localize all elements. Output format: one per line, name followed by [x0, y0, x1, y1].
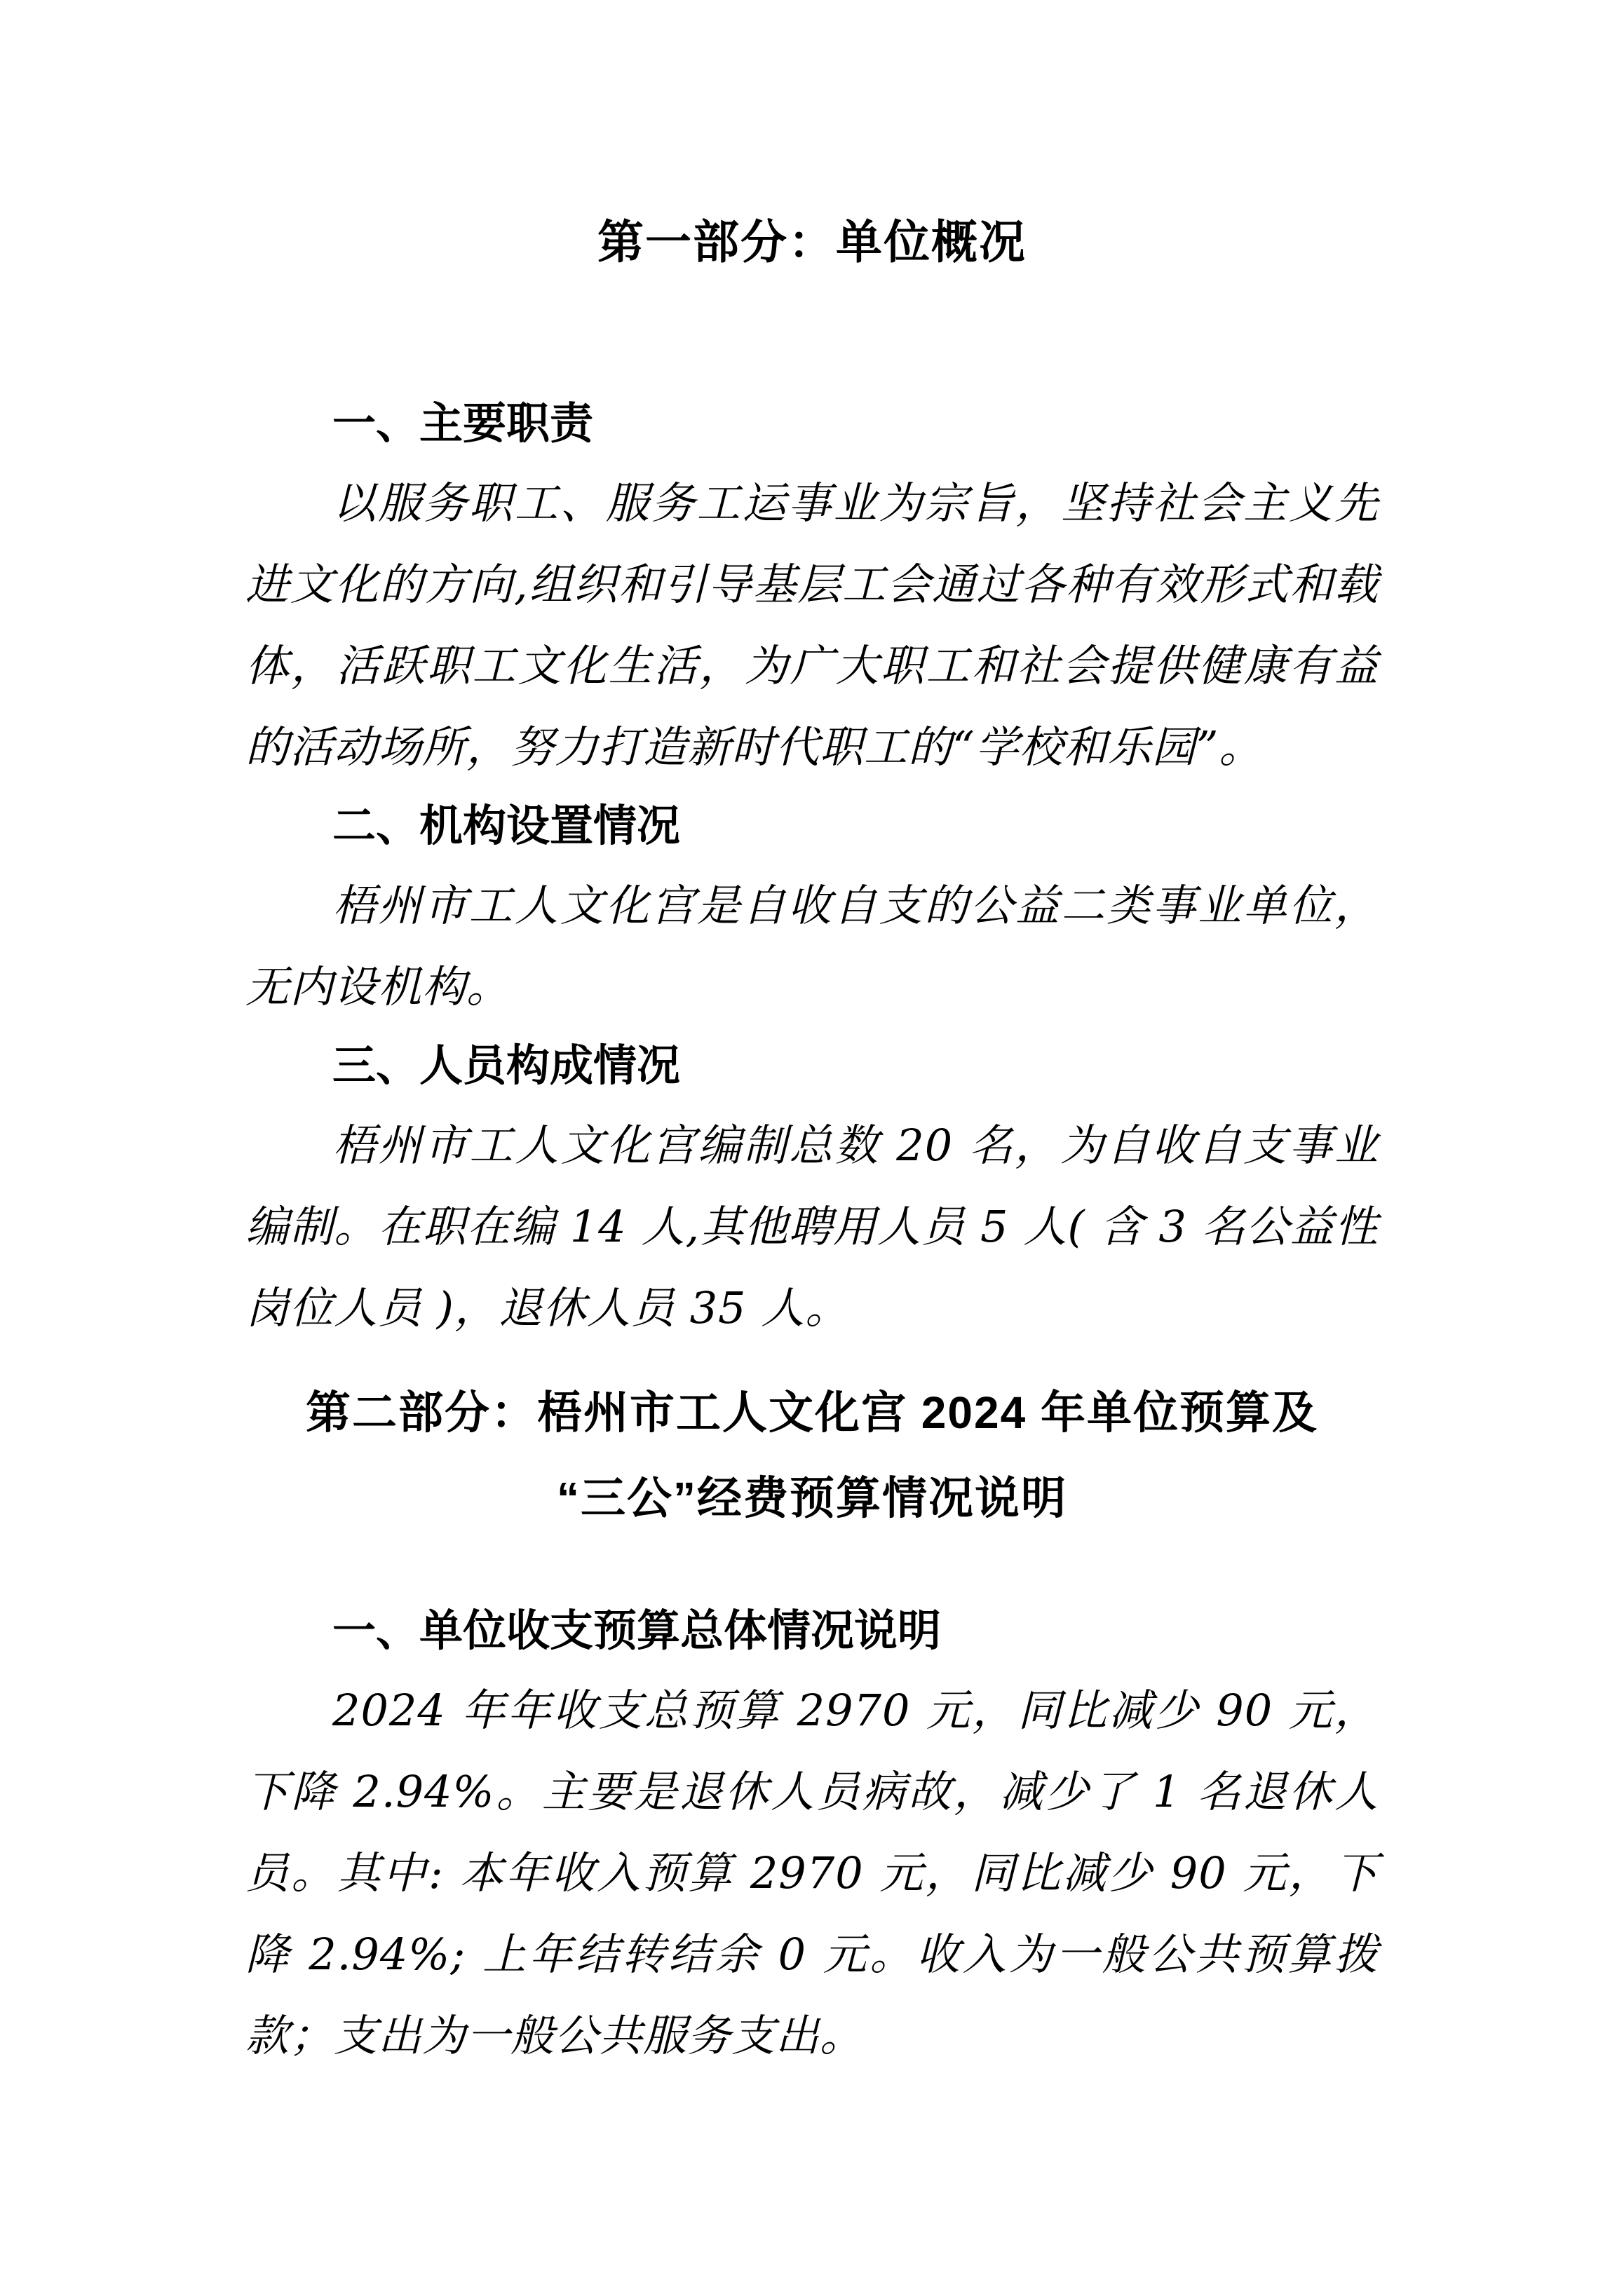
part1-heading-main-duties: 一、主要职责: [332, 400, 594, 448]
part1-paragraph-organization-setup: 梧州市工人文化宫是自收自支的公益二类事业单位，无内设机构。: [245, 880, 1379, 1012]
part2-title-line-1: 第二部分：梧州市工人文化宫 2024 年单位预算及: [306, 1387, 1318, 1438]
part1-heading-staff-composition: 三、人员构成情况: [332, 1042, 681, 1090]
part1-title: 第一部分：单位概况: [597, 216, 1027, 268]
part1-paragraph-main-duties: 以服务职工、服务工运事业为宗旨，坚持社会主义先进文化的方向,组织和引导基层工会通过各种有效形式和载体，活跃职工文化生活，为广大职工和社会提供健康有益的活动场所，努力打造新时代职工的“学校和乐园”。: [245, 477, 1379, 773]
part2-title: [245, 1370, 1379, 1541]
part2-heading-budget-overview: 一、单位收支预算总体情况说明: [332, 1607, 942, 1655]
part2-title-line-2: “三公”经费预算情况说明: [557, 1473, 1067, 1523]
part2-paragraph-budget-overview: 2024 年年收支总预算 2970 元，同比减少 90 元，下降 2.94%。主要是退休人员病故，减少了 1 名退休人员。其中: 本年收入预算 2970 元，同比减少 90 元，下降 2.94%; 上年结转结余 0 元。收入为一般公共预算拨款；支出为一般公共服务支出。: [245, 1685, 1379, 2061]
part1-heading-organization-setup: 二、机构设置情况: [332, 802, 681, 850]
part1-paragraph-staff-composition: 梧州市工人文化宫编制总数 20 名，为自收自支事业编制。在职在编 14 人,其他聘用人员 5 人( 含 3 名公益性岗位人员 )，退休人员 35 人。: [245, 1120, 1379, 1333]
